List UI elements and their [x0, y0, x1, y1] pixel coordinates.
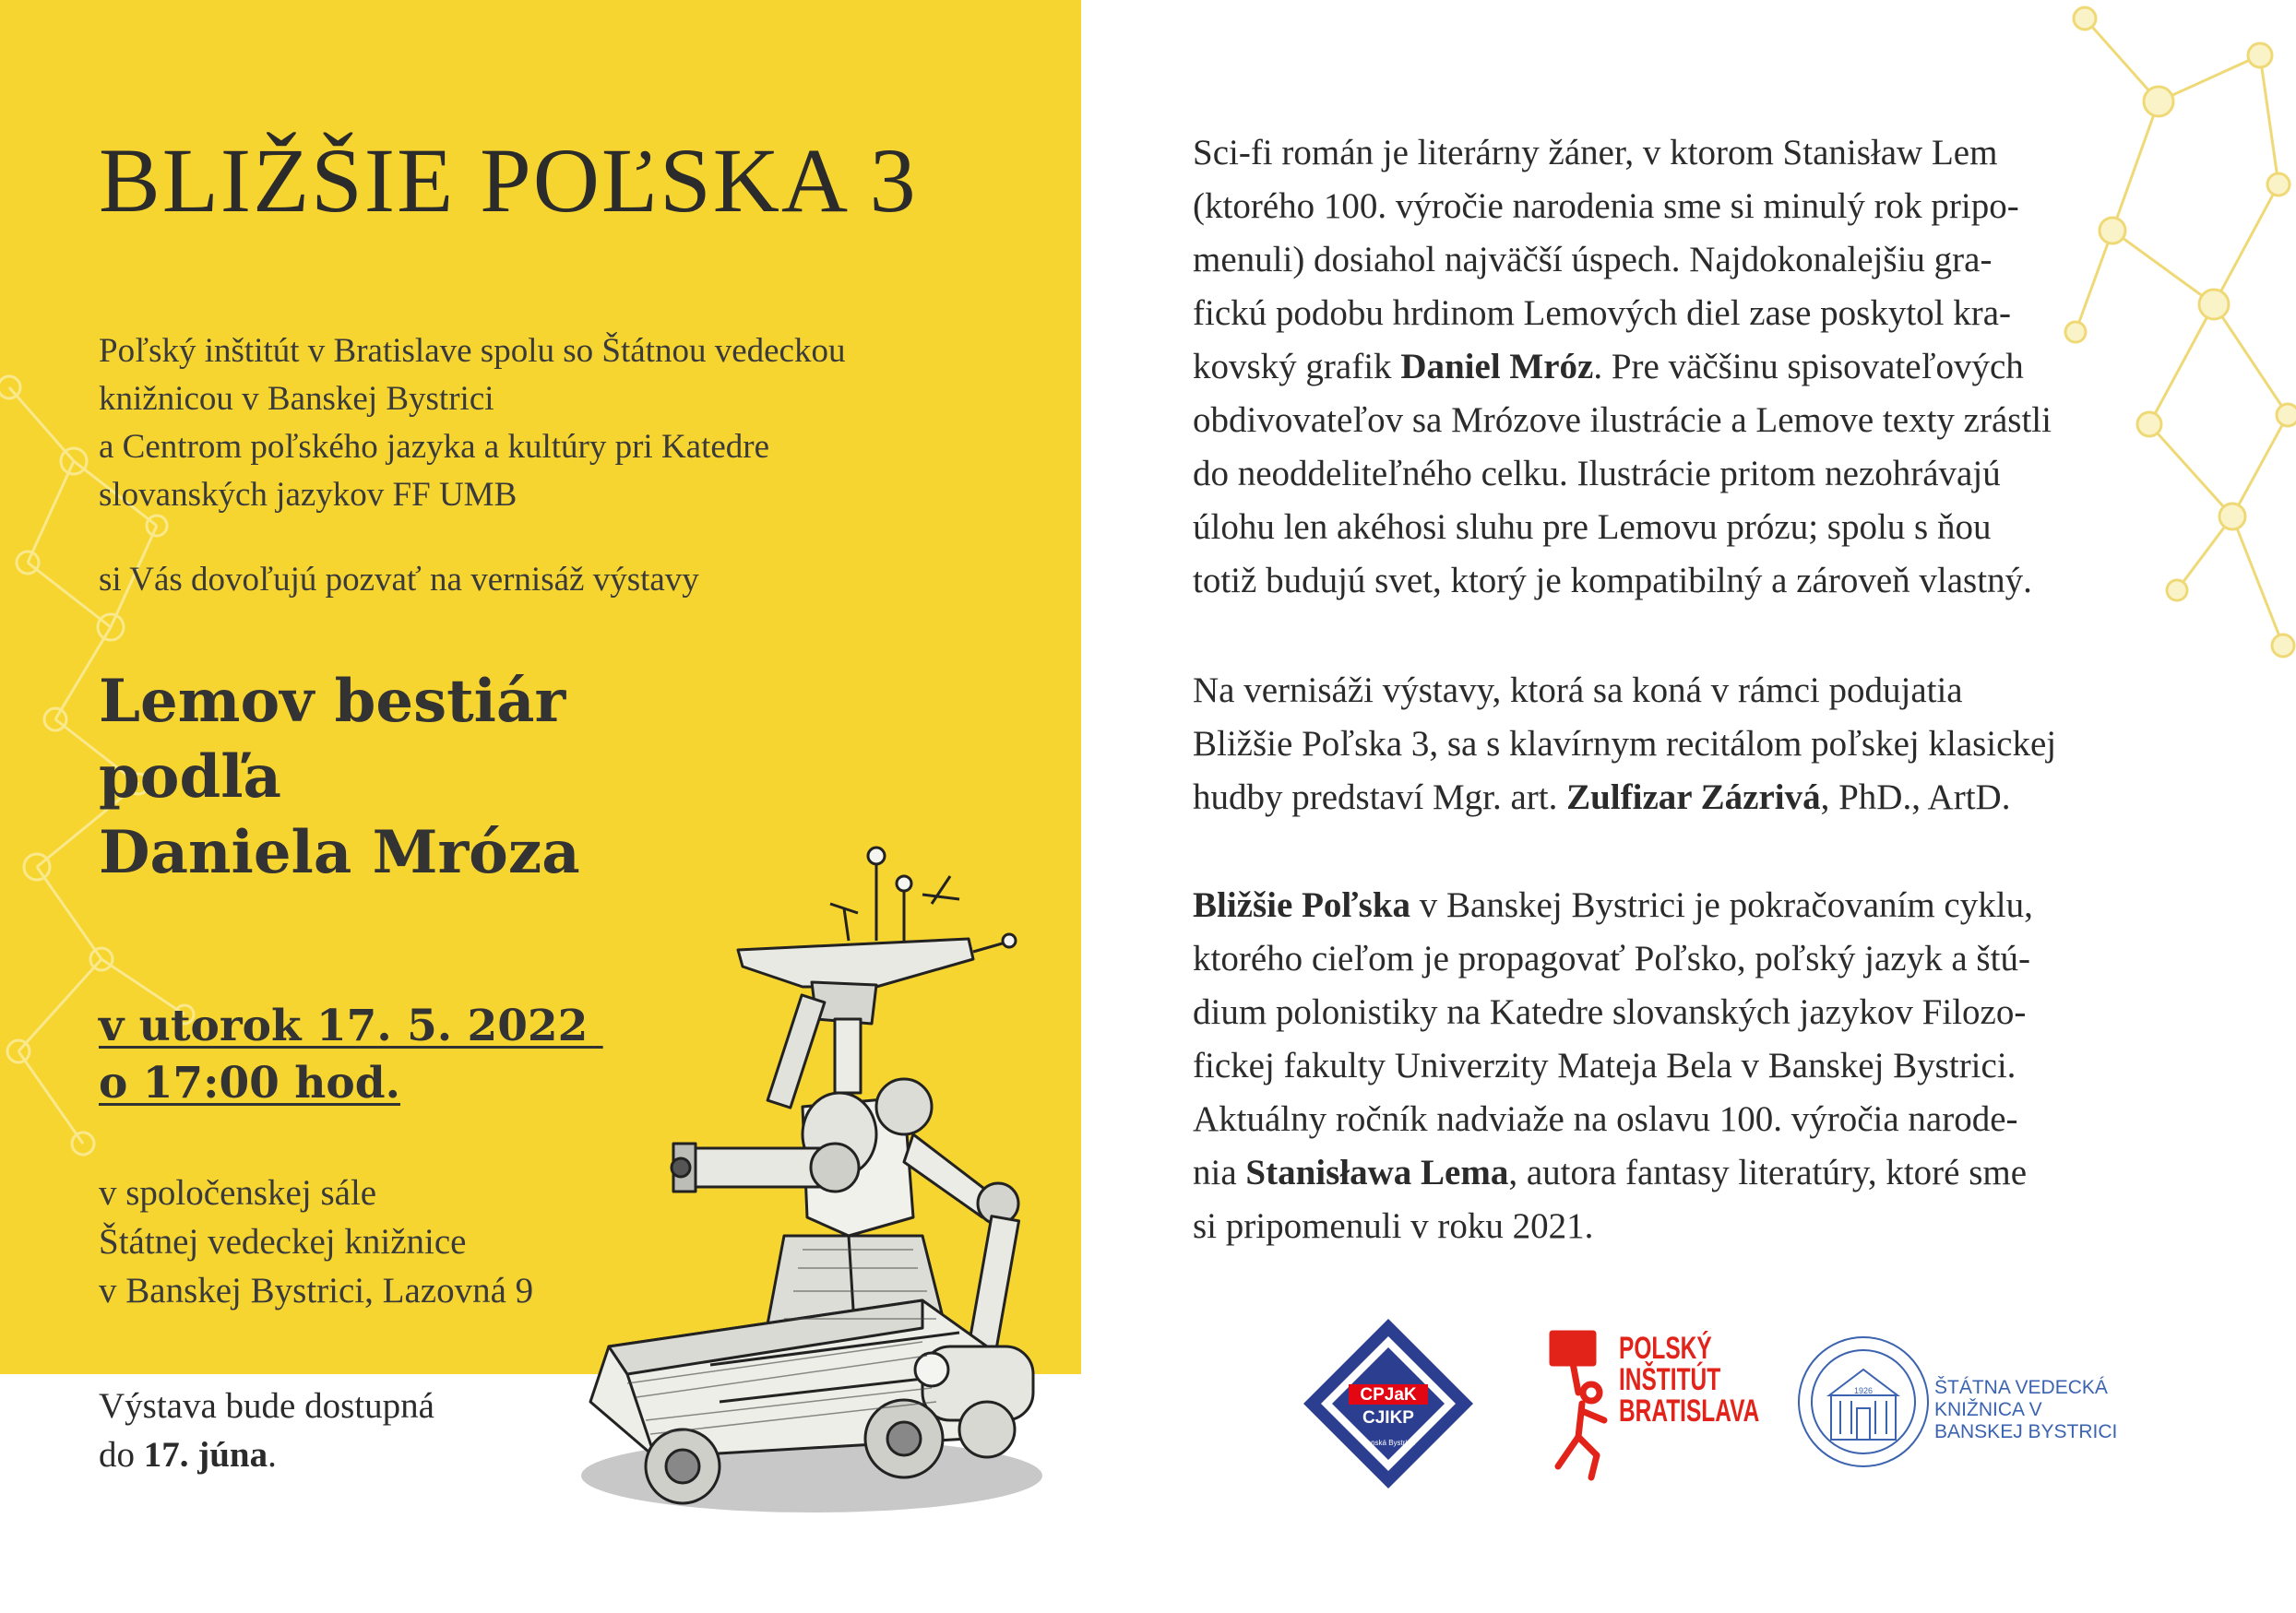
- invite-text: si Vás dovoľujú pozvať na vernisáž výstavy: [99, 561, 699, 599]
- article-text: , autora fantasy literatúry, ktoré sme: [1508, 1153, 2028, 1192]
- cpjak-line2: CJIKP: [1362, 1408, 1414, 1428]
- article-line: Bližšie Poľska 3, sa s klavírnym recitálom poľskej klasickej: [1193, 724, 2057, 764]
- venue: [99, 1168, 533, 1315]
- exhibition-title-line: Lemov bestiár: [99, 667, 566, 736]
- intro-line: knižnicou v Banskej Bystrici: [99, 380, 494, 418]
- robot-illustration: [572, 830, 1089, 1531]
- artist-name: Daniel Mróz: [1400, 347, 1594, 386]
- seal-year: 1926: [1853, 1386, 1874, 1395]
- page-title: BLIŽŠIE POĽSKA 3: [99, 129, 918, 231]
- intro-line: slovanských jazykov FF UMB: [99, 476, 517, 514]
- svk-line: KNIŽNICA V: [1934, 1399, 2042, 1420]
- venue-line: Štátnej vedeckej knižnice: [99, 1222, 467, 1262]
- author-name: Stanisława Lema: [1245, 1153, 1509, 1192]
- article-text: hudby predstaví Mgr. art.: [1193, 777, 1567, 817]
- article-line: fickej fakulty Univerzity Mateja Bela v Banskej Bystrici.: [1193, 1046, 2016, 1085]
- venue-line: v spoločenskej sále: [99, 1173, 377, 1213]
- intro-line: Poľský inštitút v Bratislave spolu so Štátnou vedeckou: [99, 332, 846, 370]
- exhibition-title: [99, 664, 580, 891]
- availability-suffix: .: [268, 1435, 277, 1475]
- pi-line: POLSKÝ: [1619, 1331, 1712, 1366]
- article-line: [1193, 771, 2115, 824]
- article-text: kovský grafik: [1193, 347, 1401, 386]
- availability-line: Výstava bude dostupná: [99, 1386, 434, 1426]
- exhibition-title-line: podľa: [99, 742, 281, 812]
- article-paragraph-3: [1193, 879, 2115, 1253]
- article-line: úlohu len akéhosi sluhu pre Lemovu prózu; spolu s ňou: [1193, 507, 1992, 547]
- article-line: Na vernisáži výstavy, ktorá sa koná v rámci podujatia: [1193, 670, 1963, 710]
- article-line: ktorého cieľom je propagovať Poľsko, poľský jazyk a štú-: [1193, 939, 2030, 978]
- svk-line: ŠTÁTNA VEDECKÁ: [1934, 1377, 2108, 1398]
- article-line: obdivovateľov sa Mrózove ilustrácie a Lemove texty zrástli: [1193, 400, 2052, 440]
- article-paragraph-1: [1193, 126, 2115, 608]
- svk-logo: [1794, 1323, 2118, 1480]
- venue-line: v Banskej Bystrici, Lazovná 9: [99, 1271, 534, 1311]
- article-line: Aktuálny ročník nadviaže na oslavu 100. výročia narode-: [1193, 1099, 2018, 1139]
- article-line: (ktorého 100. výročie narodenia sme si minulý rok pripo-: [1193, 186, 2019, 226]
- event-time-line: o 17:00 hod.: [99, 1058, 400, 1109]
- availability-line: [99, 1430, 434, 1479]
- cpjak-line1: CPJaK: [1360, 1385, 1417, 1405]
- article-paragraph-2: [1193, 664, 2115, 824]
- event-date: [99, 998, 603, 1112]
- article-line: do neoddeliteľného celku. Ilustrácie pritom nezohrávajú: [1193, 454, 2001, 493]
- event-date-line: v utorok 17. 5. 2022: [99, 1001, 603, 1051]
- pianist-name: Zulfizar Zázrivá: [1566, 777, 1821, 817]
- article-text: . Pre väčšinu spisovateľových: [1593, 347, 2024, 386]
- article-line: totiž budujú svet, ktorý je kompatibilný a zároveň vlastný.: [1193, 561, 2032, 600]
- article-line: dium polonistiky na Katedre slovanských jazykov Filozo-: [1193, 992, 2027, 1032]
- article-text: , PhD., ArtD.: [1820, 777, 2011, 817]
- article-text: v Banskej Bystrici je pokračovaním cyklu,: [1410, 885, 2033, 925]
- article-text: nia: [1193, 1153, 1246, 1192]
- partner-logos: [1282, 1314, 2118, 1489]
- event-name: Bližšie Poľska: [1193, 885, 1411, 925]
- article-line: menuli) dosiahol najväčší úspech. Najdokonalejšiu gra-: [1193, 240, 1993, 279]
- article-line: si pripomenuli v roku 2021.: [1193, 1206, 1594, 1246]
- intro-line: a Centrom poľského jazyka a kultúry pri Katedre: [99, 428, 770, 466]
- polish-institute-logo: [1545, 1328, 1760, 1485]
- running-figure-icon: [1545, 1328, 1619, 1485]
- availability-date: 17. júna: [143, 1435, 268, 1475]
- article-line: Sci-fi román je literárny žáner, v ktorom Stanisław Lem: [1193, 133, 1998, 172]
- article-line: [1193, 879, 2115, 932]
- availability-prefix: do: [99, 1435, 144, 1475]
- availability-note: [99, 1382, 434, 1479]
- pi-line: BRATISLAVA: [1619, 1394, 1760, 1429]
- invite-line: [99, 556, 984, 604]
- cpjak-ring-text: Banská Bystrica: [1362, 1439, 1415, 1447]
- pi-line: INŠTITÚT: [1619, 1362, 1721, 1397]
- invitation-intro: [99, 327, 984, 519]
- cpjak-logo: [1301, 1316, 1476, 1491]
- svk-line: BANSKEJ BYSTRICI: [1934, 1421, 2118, 1442]
- article-line: [1193, 1146, 2115, 1200]
- article-line: fickú podobu hrdinom Lemových diel zase poskytol kra-: [1193, 293, 2012, 333]
- exhibition-title-line: Daniela Mróza: [99, 818, 580, 887]
- library-seal-icon: [1794, 1323, 1933, 1480]
- article-line: [1193, 340, 2115, 394]
- polish-institute-wordmark: [1619, 1333, 1759, 1427]
- svk-wordmark: [1934, 1377, 2117, 1443]
